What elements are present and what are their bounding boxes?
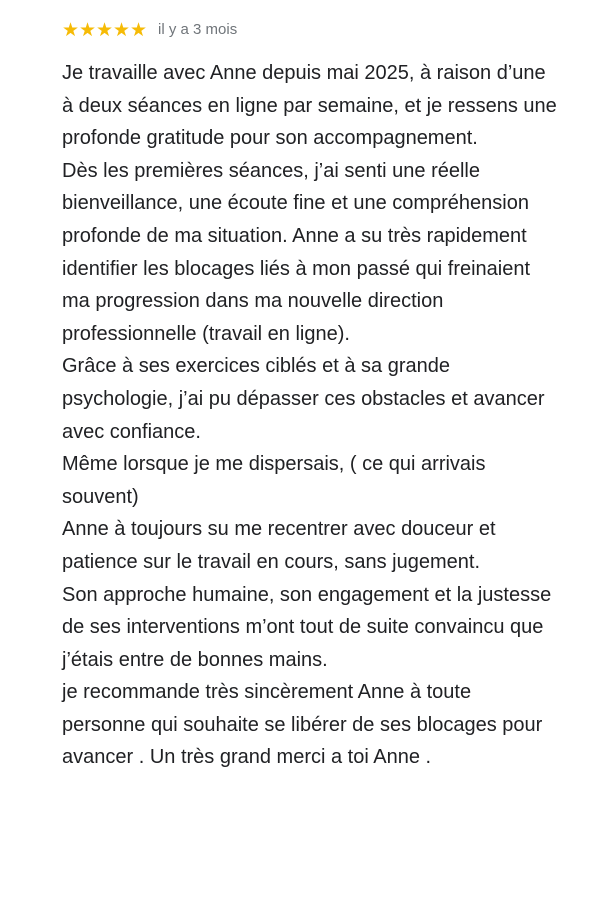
review-paragraph: Grâce à ses exercices ciblés et à sa grande psychologie, j’ai pu dépasser ces obstacles et avancer avec confiance. [62, 355, 545, 443]
review-paragraph: Anne à toujours su me recentrer avec douceur et patience sur le travail en cours, sans jugement. [62, 518, 496, 573]
review-text [62, 57, 560, 774]
star-icon: ★ [113, 18, 131, 41]
review-paragraph: je recommande très sincèrement Anne à toute personne qui souhaite se libérer de ses blocages pour avancer . Un très grand merci a toi Anne . [62, 681, 543, 769]
review-time: il y a 3 mois [158, 21, 238, 38]
star-icon: ★ [62, 18, 80, 41]
star-rating [62, 18, 148, 41]
review-meta [62, 18, 560, 42]
review-paragraph: Son approche humaine, son engagement et la justesse de ses interventions m’ont tout de suite convaincu que j’étais entre de bonnes mains. [62, 583, 552, 671]
star-icon: ★ [79, 18, 97, 41]
review-paragraph: Dès les premières séances, j’ai senti une réelle bienveillance, une écoute fine et une compréhension profonde de ma situation. Anne a su très rapidement identifier les blocages liés à mon passé qui freinaient ma progression dans ma nouvelle direction professionnelle (travail en ligne). [62, 159, 531, 345]
star-icon: ★ [96, 18, 114, 41]
review-paragraph: Je travaille avec Anne depuis mai 2025, à raison d’une à deux séances en ligne par semaine, et je ressens une profonde gratitude pour son accompagnement. [62, 62, 557, 150]
review-paragraph: Même lorsque je me dispersais, ( ce qui arrivais souvent) [62, 453, 486, 508]
star-icon: ★ [130, 18, 148, 41]
